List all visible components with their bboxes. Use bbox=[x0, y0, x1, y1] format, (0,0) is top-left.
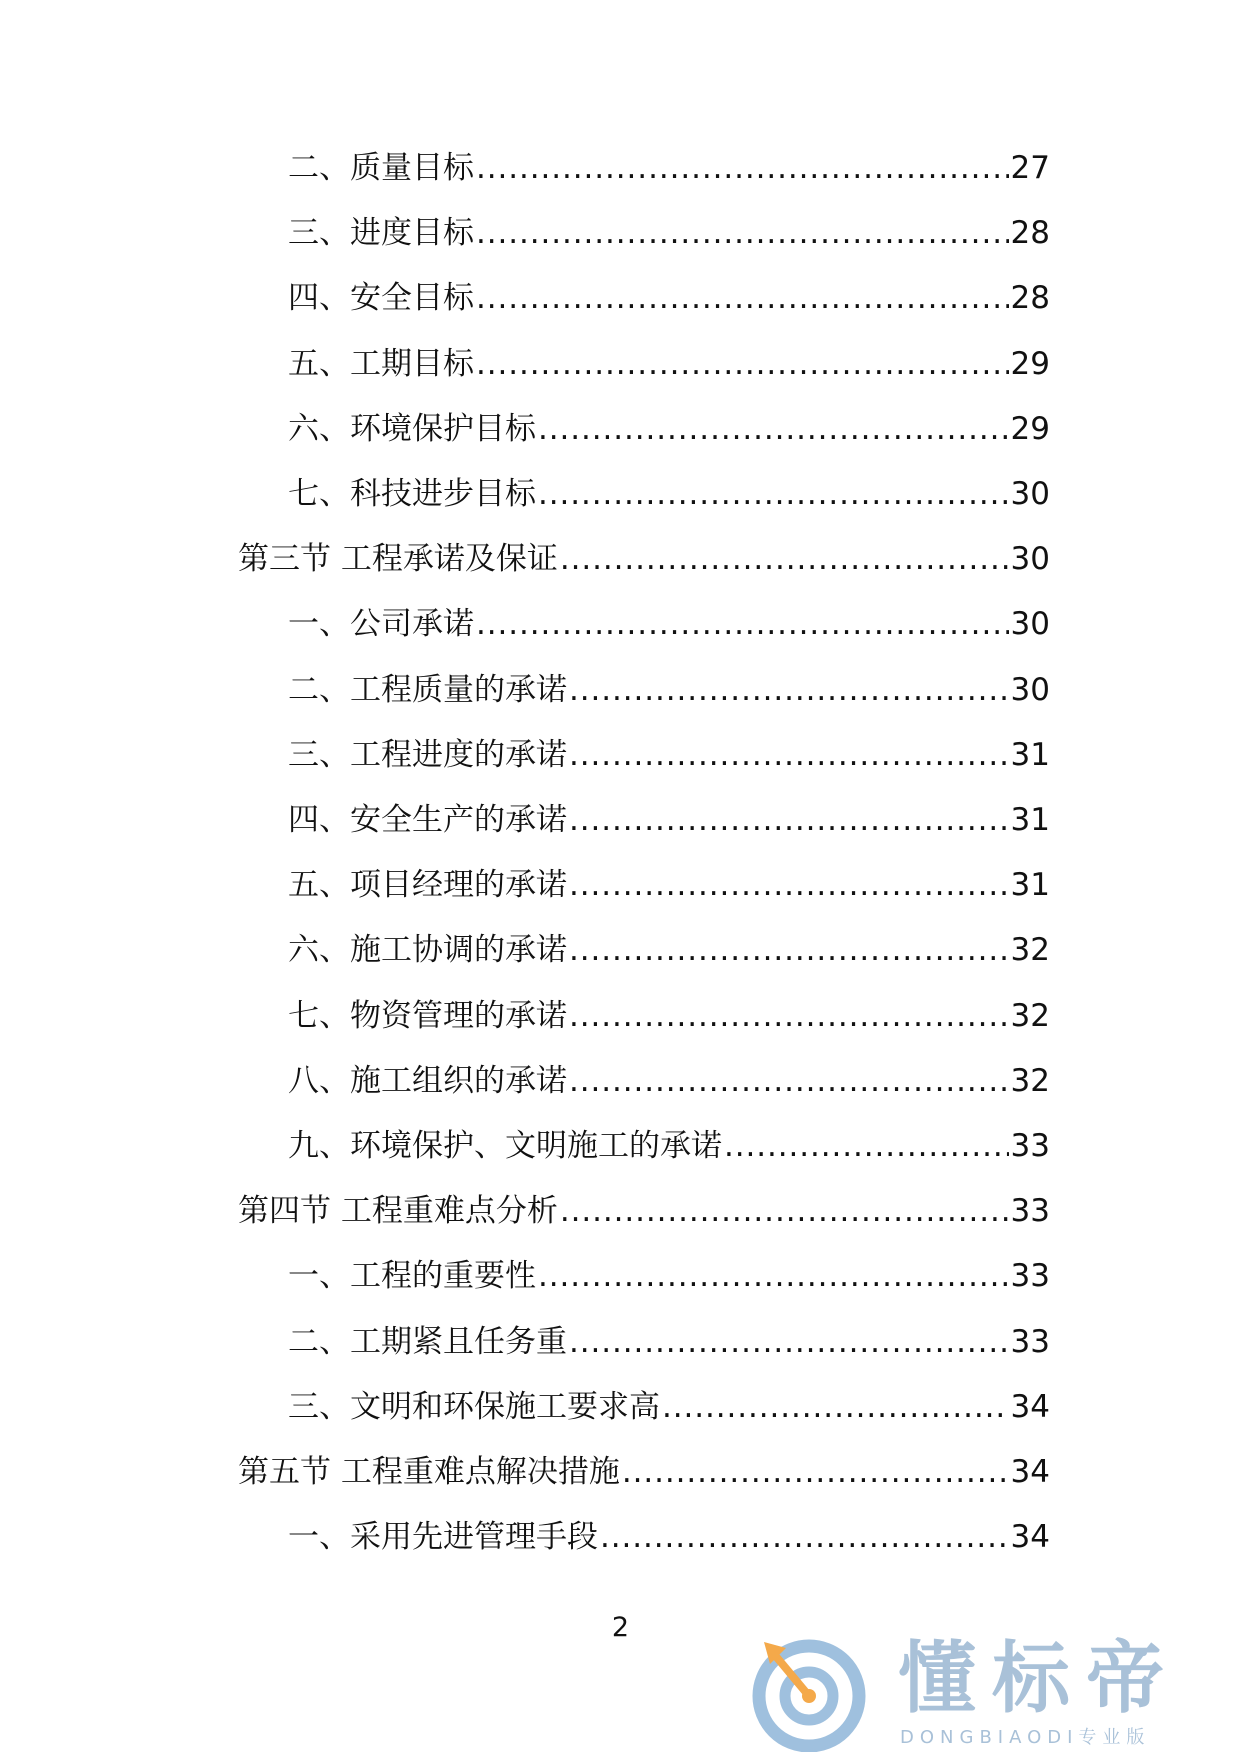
toc-dot-leader bbox=[622, 1452, 1009, 1492]
toc-dot-leader bbox=[560, 539, 1009, 579]
toc-entry-page: 30 bbox=[1010, 541, 1050, 578]
toc-entry[interactable] bbox=[288, 1517, 1050, 1557]
toc-entry-page: 33 bbox=[1010, 1193, 1050, 1230]
toc-entry[interactable] bbox=[288, 1126, 1050, 1166]
toc-entry-title: 六、施工协调的承诺 bbox=[288, 932, 567, 969]
toc-entry[interactable] bbox=[288, 1322, 1050, 1362]
toc-entry-page: 31 bbox=[1010, 736, 1050, 773]
toc-dot-leader bbox=[569, 930, 1009, 970]
toc-dot-leader bbox=[476, 213, 1009, 253]
toc-entry[interactable] bbox=[288, 1256, 1050, 1296]
toc-entry-title: 八、施工组织的承诺 bbox=[288, 1062, 567, 1099]
toc-entry-page: 29 bbox=[1010, 410, 1050, 447]
toc-entry[interactable] bbox=[288, 1387, 1050, 1427]
toc-entry-page: 31 bbox=[1010, 802, 1050, 838]
toc-entry[interactable] bbox=[288, 148, 1050, 188]
toc-entry-page: 33 bbox=[1010, 1128, 1050, 1164]
toc-entry-page: 32 bbox=[1010, 932, 1050, 969]
toc-entry-page: 34 bbox=[1010, 1519, 1050, 1556]
toc-entry-title: 七、科技进步目标 bbox=[288, 476, 536, 512]
toc-entry[interactable] bbox=[288, 278, 1050, 318]
watermark-subtitle: DONGBIAODI专业版 bbox=[900, 1727, 1151, 1748]
toc-dot-leader bbox=[569, 1322, 1009, 1362]
toc-entry-title: 三、进度目标 bbox=[288, 215, 474, 252]
toc-entry-title: 六、环境保护目标 bbox=[288, 410, 536, 447]
toc-entry-page: 34 bbox=[1010, 1388, 1050, 1425]
toc-entry-title: 一、工程的重要性 bbox=[288, 1258, 536, 1295]
toc-dot-leader bbox=[569, 800, 1009, 840]
toc-entry-title: 一、采用先进管理手段 bbox=[288, 1519, 598, 1556]
toc-entry[interactable] bbox=[288, 865, 1050, 905]
toc-entry-page: 33 bbox=[1010, 1258, 1050, 1295]
toc-dot-leader bbox=[662, 1387, 1009, 1427]
watermark-brand: 懂标帝 bbox=[898, 1634, 1181, 1724]
toc-entry[interactable] bbox=[288, 1061, 1050, 1101]
toc-entry-page: 32 bbox=[1010, 1062, 1050, 1099]
toc-entry-page: 28 bbox=[1010, 215, 1050, 252]
toc-dot-leader bbox=[569, 735, 1009, 775]
toc-dot-leader bbox=[569, 670, 1009, 710]
toc-entry[interactable] bbox=[288, 344, 1050, 384]
toc-entry-title: 四、安全生产的承诺 bbox=[288, 802, 567, 838]
toc-entry-page: 30 bbox=[1010, 476, 1050, 512]
toc-dot-leader bbox=[569, 1061, 1009, 1101]
toc-entry[interactable] bbox=[288, 670, 1050, 710]
toc-dot-leader bbox=[538, 1256, 1009, 1296]
toc-entry[interactable] bbox=[288, 930, 1050, 970]
toc-entry[interactable] bbox=[288, 409, 1050, 449]
toc-entry-title: 第四节 工程重难点分析 bbox=[238, 1193, 558, 1230]
toc-dot-leader bbox=[724, 1126, 1009, 1166]
toc-entry-page: 32 bbox=[1010, 997, 1050, 1034]
toc-entry[interactable] bbox=[238, 539, 1050, 579]
toc-entry-title: 二、工期紧且任务重 bbox=[288, 1323, 567, 1360]
toc-dot-leader bbox=[569, 996, 1009, 1036]
toc-entry[interactable] bbox=[288, 474, 1050, 514]
toc-entry-title: 五、工期目标 bbox=[288, 345, 474, 382]
toc-entry[interactable] bbox=[288, 735, 1050, 775]
toc-dot-leader bbox=[538, 409, 1009, 449]
toc-entry-page: 30 bbox=[1010, 606, 1050, 643]
toc-entry[interactable] bbox=[288, 996, 1050, 1036]
toc-entry-title: 二、工程质量的承诺 bbox=[288, 671, 567, 708]
toc-dot-leader bbox=[476, 604, 1009, 644]
toc-entry-title: 七、物资管理的承诺 bbox=[288, 997, 567, 1034]
toc-entry[interactable] bbox=[238, 1452, 1050, 1492]
toc-entry-page: 30 bbox=[1010, 671, 1050, 708]
toc-dot-leader bbox=[600, 1517, 1009, 1557]
toc-dot-leader bbox=[560, 1191, 1009, 1231]
toc-entry[interactable] bbox=[238, 1191, 1050, 1231]
toc-entry-title: 一、公司承诺 bbox=[288, 606, 474, 643]
toc-entry-page: 27 bbox=[1010, 150, 1050, 186]
toc-entry-page: 31 bbox=[1010, 867, 1050, 904]
toc-dot-leader bbox=[476, 148, 1009, 188]
toc-dot-leader bbox=[538, 474, 1009, 514]
toc-entry-page: 28 bbox=[1010, 280, 1050, 317]
toc-entry-title: 二、质量目标 bbox=[288, 150, 474, 186]
toc-entry-title: 第五节 工程重难点解决措施 bbox=[238, 1454, 620, 1490]
toc-dot-leader bbox=[476, 344, 1009, 384]
target-arrow-logo-icon bbox=[750, 1634, 868, 1752]
toc-entry-page: 34 bbox=[1010, 1454, 1050, 1490]
toc-entry-title: 九、环境保护、文明施工的承诺 bbox=[288, 1128, 722, 1164]
toc-entry-title: 三、工程进度的承诺 bbox=[288, 736, 567, 773]
toc-entry[interactable] bbox=[288, 213, 1050, 253]
toc-entry-title: 第三节 工程承诺及保证 bbox=[238, 541, 558, 578]
toc-entry-title: 五、项目经理的承诺 bbox=[288, 867, 567, 904]
page-number: 2 bbox=[611, 1612, 630, 1643]
toc-entry-title: 四、安全目标 bbox=[288, 280, 474, 317]
toc-entry[interactable] bbox=[288, 800, 1050, 840]
toc-entry-title: 三、文明和环保施工要求高 bbox=[288, 1388, 660, 1425]
toc-dot-leader bbox=[476, 278, 1009, 318]
toc-entry[interactable] bbox=[288, 604, 1050, 644]
watermark bbox=[740, 1630, 1220, 1754]
toc-entry-page: 33 bbox=[1010, 1323, 1050, 1360]
toc-dot-leader bbox=[569, 865, 1009, 905]
toc-entry-page: 29 bbox=[1010, 345, 1050, 382]
